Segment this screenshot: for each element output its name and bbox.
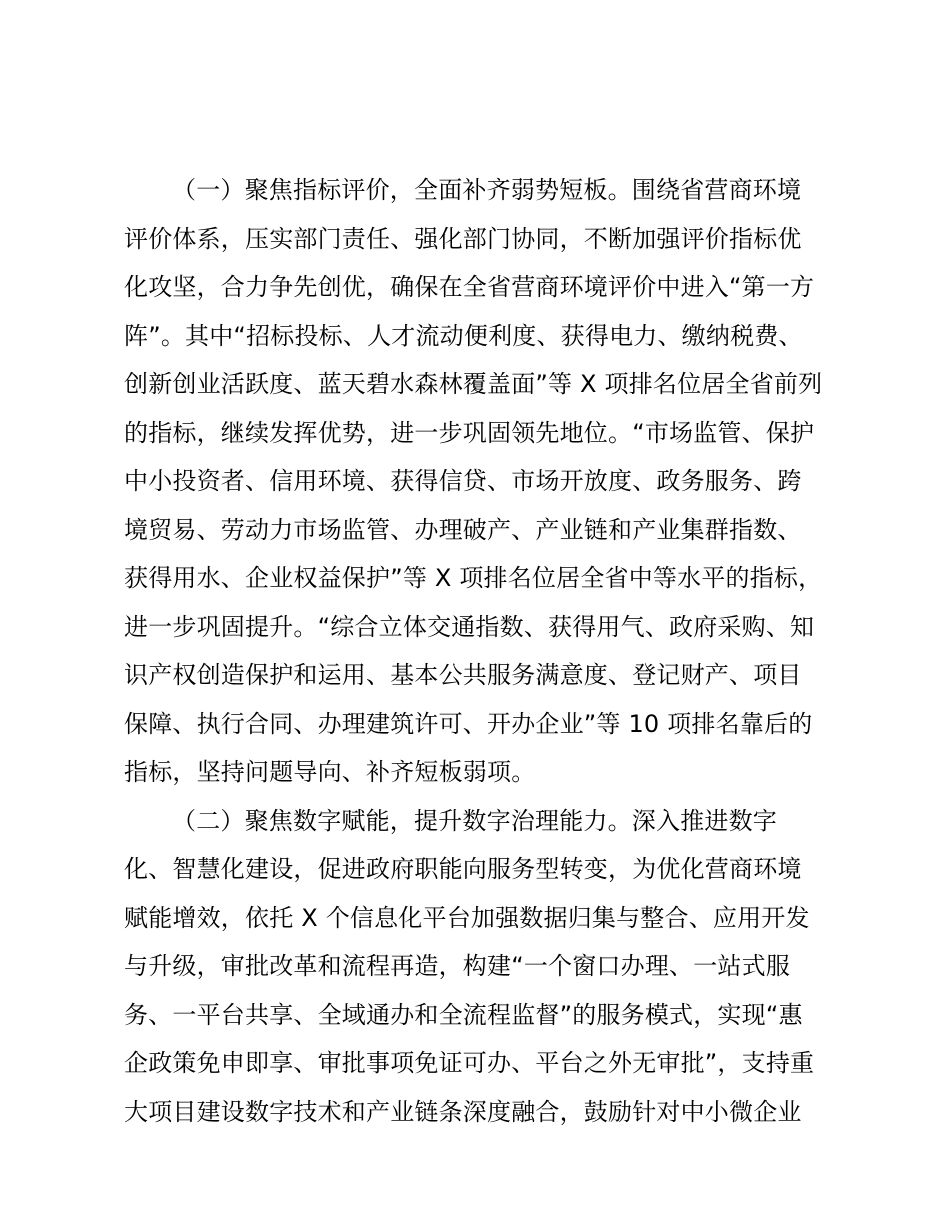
document-body [124,166,844,1136]
text-line: 阵”。其中“招标投标、人才流动便利度、获得电力、缴纳税费、 [124,321,803,350]
text-line: 保障、执行合同、办理建筑许可、开办企业”等 10 项排名靠后的 [124,709,813,738]
text-line: （一）聚焦指标评价，全面补齐弱势短板。围绕省营商环境 [172,176,802,204]
text-line: 化攻坚，合力争先创优，确保在全省营商环境评价中进入“第一方 [124,273,815,301]
text-line: 评价体系，压实部门责任、强化部门协同，不断加强评价指标优 [124,224,802,253]
text-line: 创新创业活跃度、蓝天碧水森林覆盖面”等 X 项排名位居全省前列 [124,370,823,398]
text-line: 境贸易、劳动力市场监管、办理破产、产业链和产业集群指数、 [124,515,802,544]
text-line: 化、智慧化建设，促进政府职能向服务型转变，为优化营商环境 [124,855,802,883]
text-line: 指标，坚持问题导向、补齐短板弱项。 [124,758,536,786]
text-line: （二）聚焦数字赋能，提升数字治理能力。深入推进数字 [172,806,777,835]
text-line: 获得用水、企业权益保护”等 X 项排名位居全省中等水平的指标， [124,564,823,592]
text-line: 务、一平台共享、全域通办和全流程监督”的服务模式，实现“惠 [124,1000,803,1029]
text-line: 与升级，审批改革和流程再造，构建“一个窗口办理、一站式服 [124,952,791,980]
paragraph-digital-empowerment [124,797,844,1137]
text-line: 赋能增效，依托 X 个信息化平台加强数据归集与整合、应用开发 [124,903,810,932]
text-line: 大项目建设数字技术和产业链条深度融合，鼓励针对中小微企业 [124,1097,802,1126]
paragraph-indicator-evaluation [124,166,844,797]
text-line: 识产权创造保护和运用、基本公共服务满意度、登记财产、项目 [124,661,802,689]
text-line: 企政策免申即享、审批事项免证可办、平台之外无审批”，支持重 [124,1049,815,1077]
text-line: 中小投资者、信用环境、获得信贷、市场开放度、政务服务、跨 [124,467,802,495]
text-line: 进一步巩固提升。“综合立体交通指数、获得用气、政府采购、知 [124,612,815,641]
text-line: 的指标，继续发挥优势，进一步巩固领先地位。“市场监管、保护 [124,418,815,447]
